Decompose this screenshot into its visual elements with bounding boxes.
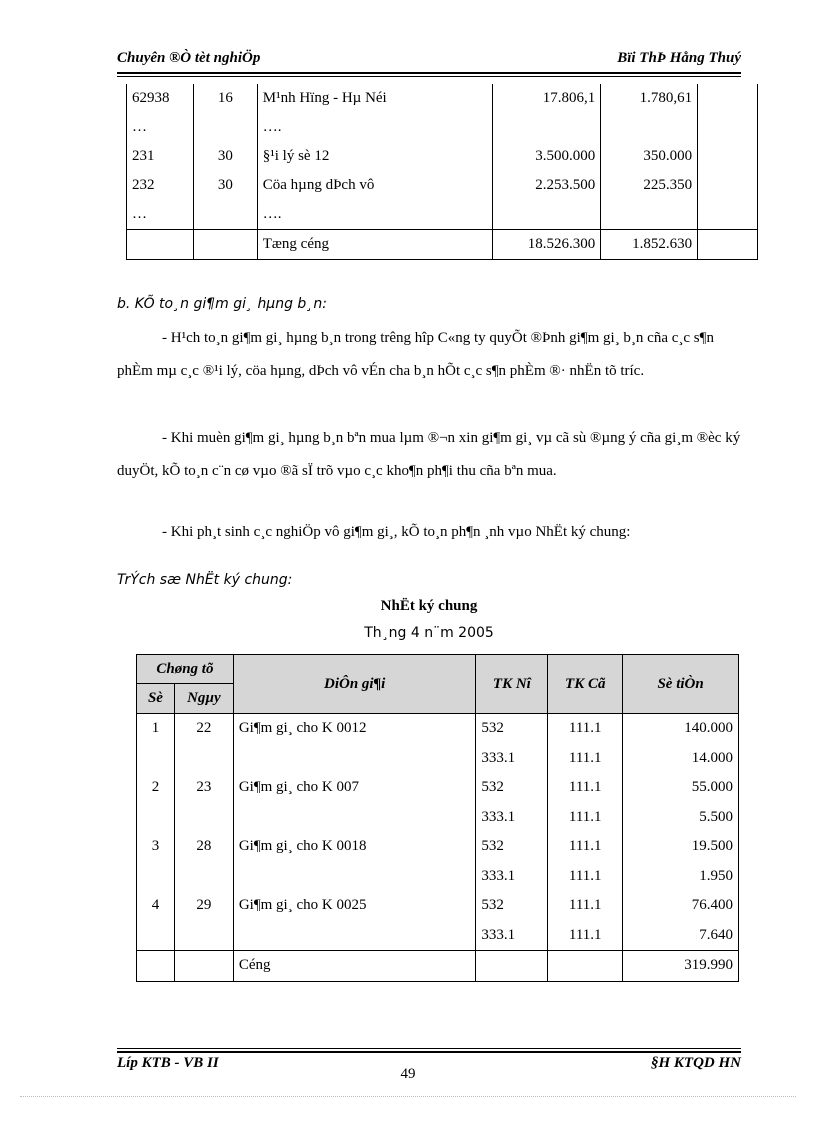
- journal-subtitle: Th¸ng 4 n¨m 2005: [364, 625, 494, 641]
- journal-cell: Gi¶m gi¸ cho K 0012: [233, 714, 476, 744]
- journal-cell: 333.1: [476, 744, 548, 774]
- journal-cell: 333.1: [476, 862, 548, 892]
- footer-left: Líp KTB - VB II: [117, 1055, 219, 1071]
- table-cell: [193, 230, 257, 260]
- journal-cell: 5.500: [623, 803, 739, 833]
- table-cell: [127, 230, 194, 260]
- footer-rule: [117, 1051, 741, 1053]
- journal-cell: [137, 744, 175, 774]
- page-edge: [20, 1096, 796, 1097]
- journal-cell: 1.950: [623, 862, 739, 892]
- journal-cell: [174, 951, 233, 982]
- journal-cell: [476, 951, 548, 982]
- table-cell: [698, 113, 758, 142]
- journal-cell: [174, 921, 233, 951]
- page-header: [117, 50, 741, 72]
- excerpt-label: TrÝch sæ NhËt ký chung:: [117, 572, 293, 588]
- table-row: [127, 200, 758, 230]
- journal-cell: [137, 803, 175, 833]
- sales-table: [126, 84, 758, 260]
- table-cell: 18.526.300: [493, 230, 601, 260]
- col-debit: TK Nî: [476, 655, 548, 714]
- journal-cell: [233, 803, 476, 833]
- table-cell: 2.253.500: [493, 171, 601, 200]
- page-number: 49: [400, 1066, 416, 1082]
- section-title: b. KÕ to¸n gi¶m gi¸ hµng b¸n:: [117, 296, 327, 312]
- journal-cell: 28: [174, 832, 233, 862]
- journal-cell: 111.1: [548, 803, 623, 833]
- journal-row: [137, 921, 739, 951]
- col-voucher: Chøng tõ: [137, 655, 234, 684]
- journal-row: [137, 773, 739, 803]
- table-cell: [698, 142, 758, 171]
- table-cell: [601, 113, 698, 142]
- journal-total-row: [137, 951, 739, 982]
- journal-cell: [137, 862, 175, 892]
- journal-cell: 29: [174, 891, 233, 921]
- table-cell: [493, 200, 601, 230]
- table-row: [127, 171, 758, 200]
- journal-cell: 532: [476, 714, 548, 744]
- journal-row: [137, 891, 739, 921]
- journal-cell: [174, 803, 233, 833]
- table-cell: [698, 84, 758, 113]
- journal-cell: 23: [174, 773, 233, 803]
- journal-cell: [548, 951, 623, 982]
- table-cell: …: [127, 113, 194, 142]
- journal-cell: 111.1: [548, 832, 623, 862]
- journal-cell: 1: [137, 714, 175, 744]
- journal-cell: [137, 951, 175, 982]
- journal-cell: 111.1: [548, 891, 623, 921]
- col-description: DiÔn gi¶i: [233, 655, 476, 714]
- header-left: Chuyên ®Ò tèt nghiÖp: [117, 50, 261, 66]
- table-cell: M¹nh Hïng - Hµ Néi: [257, 84, 493, 113]
- header-rule-thin: [117, 76, 741, 77]
- journal-cell: 532: [476, 832, 548, 862]
- journal-cell: 7.640: [623, 921, 739, 951]
- paragraph-2: - Khi muèn gi¶m gi¸ hµng b¸n bªn mua lµm ®¬n xin gi¶m gi¸ vµ cã sù ®µng ý cña gi¸m ®èc ký duyÖt, kÕ to¸n c¨n cø vµo ®ã sÏ trõ vµo c¸c kho¶n ph¶i thu cña bªn mua.: [117, 430, 741, 479]
- table-cell: 30: [193, 171, 257, 200]
- table-cell: 3.500.000: [493, 142, 601, 171]
- journal-cell: 19.500: [623, 832, 739, 862]
- journal-cell: 140.000: [623, 714, 739, 744]
- journal-cell: 319.990: [623, 951, 739, 982]
- paragraph-1: - H¹ch to¸n gi¶m gi¸ hµng b¸n trong trêng hîp C«ng ty quyÕt ®Þnh gi¶m gi¸ b¸n cña c¸c s¶n phÈm mµ c¸c ®¹i lý, cöa hµng, dÞch vô vÉn cha b¸n hÕt c¸c s¶n phÈm ®· nhËn tõ tríc.: [117, 330, 714, 379]
- table-cell: [193, 200, 257, 230]
- journal-cell: 2: [137, 773, 175, 803]
- journal-cell: 111.1: [548, 773, 623, 803]
- table-cell: 1.780,61: [601, 84, 698, 113]
- journal-cell: 111.1: [548, 744, 623, 774]
- journal-cell: 111.1: [548, 714, 623, 744]
- table-cell: 16: [193, 84, 257, 113]
- table-cell: 225.350: [601, 171, 698, 200]
- journal-cell: [233, 921, 476, 951]
- table-cell: 350.000: [601, 142, 698, 171]
- journal-cell: 111.1: [548, 862, 623, 892]
- table-cell: Cöa hµng dÞch vô: [257, 171, 493, 200]
- paragraph-3: - Khi ph¸t sinh c¸c nghiÖp vô gi¶m gi¸, kÕ to¸n ph¶n ¸nh vµo NhËt ký chung:: [162, 524, 631, 540]
- table-cell: 231: [127, 142, 194, 171]
- journal-row: [137, 862, 739, 892]
- col-credit: TK Cã: [548, 655, 623, 714]
- table-cell: 17.806,1: [493, 84, 601, 113]
- table-cell: 62938: [127, 84, 194, 113]
- journal-cell: 14.000: [623, 744, 739, 774]
- journal-cell: Gi¶m gi¸ cho K 007: [233, 773, 476, 803]
- table-cell: 1.852.630: [601, 230, 698, 260]
- journal-cell: Gi¶m gi¸ cho K 0025: [233, 891, 476, 921]
- journal-cell: [233, 744, 476, 774]
- journal-cell: 3: [137, 832, 175, 862]
- journal-row: [137, 744, 739, 774]
- table-cell: [193, 113, 257, 142]
- table-cell: 232: [127, 171, 194, 200]
- journal-row: [137, 832, 739, 862]
- table-cell: [601, 200, 698, 230]
- footer-right: §H KTQD HN: [651, 1055, 741, 1071]
- header-rule: [117, 72, 741, 74]
- journal-cell: [233, 862, 476, 892]
- col-amount: Sè tiÒn: [623, 655, 739, 714]
- journal-cell: 55.000: [623, 773, 739, 803]
- journal-row: [137, 714, 739, 744]
- journal-cell: Gi¶m gi¸ cho K 0018: [233, 832, 476, 862]
- journal-cell: 4: [137, 891, 175, 921]
- footer-rule-thin: [117, 1048, 741, 1049]
- table-cell: ….: [257, 200, 493, 230]
- journal-cell: [137, 921, 175, 951]
- table-cell: Tæng céng: [257, 230, 493, 260]
- journal-cell: Céng: [233, 951, 476, 982]
- table-cell: 30: [193, 142, 257, 171]
- col-number: Sè: [137, 684, 175, 714]
- journal-title: NhËt ký chung: [380, 598, 478, 614]
- journal-cell: 22: [174, 714, 233, 744]
- journal-cell: 333.1: [476, 803, 548, 833]
- table-cell: ….: [257, 113, 493, 142]
- journal-table: [136, 654, 739, 982]
- journal-cell: 76.400: [623, 891, 739, 921]
- journal-cell: 532: [476, 773, 548, 803]
- total-row: [127, 230, 758, 260]
- table-row: [127, 142, 758, 171]
- table-cell: [698, 230, 758, 260]
- col-date: Ngµy: [174, 684, 233, 714]
- journal-cell: 532: [476, 891, 548, 921]
- journal-cell: 111.1: [548, 921, 623, 951]
- journal-cell: [174, 862, 233, 892]
- journal-cell: 333.1: [476, 921, 548, 951]
- header-right: Bïi ThÞ Hång Thuý: [617, 50, 741, 66]
- table-row: [127, 113, 758, 142]
- table-cell: §¹i lý sè 12: [257, 142, 493, 171]
- table-cell: [493, 113, 601, 142]
- journal-cell: [174, 744, 233, 774]
- table-cell: [698, 200, 758, 230]
- table-cell: [698, 171, 758, 200]
- table-row: [127, 84, 758, 113]
- journal-row: [137, 803, 739, 833]
- table-cell: …: [127, 200, 194, 230]
